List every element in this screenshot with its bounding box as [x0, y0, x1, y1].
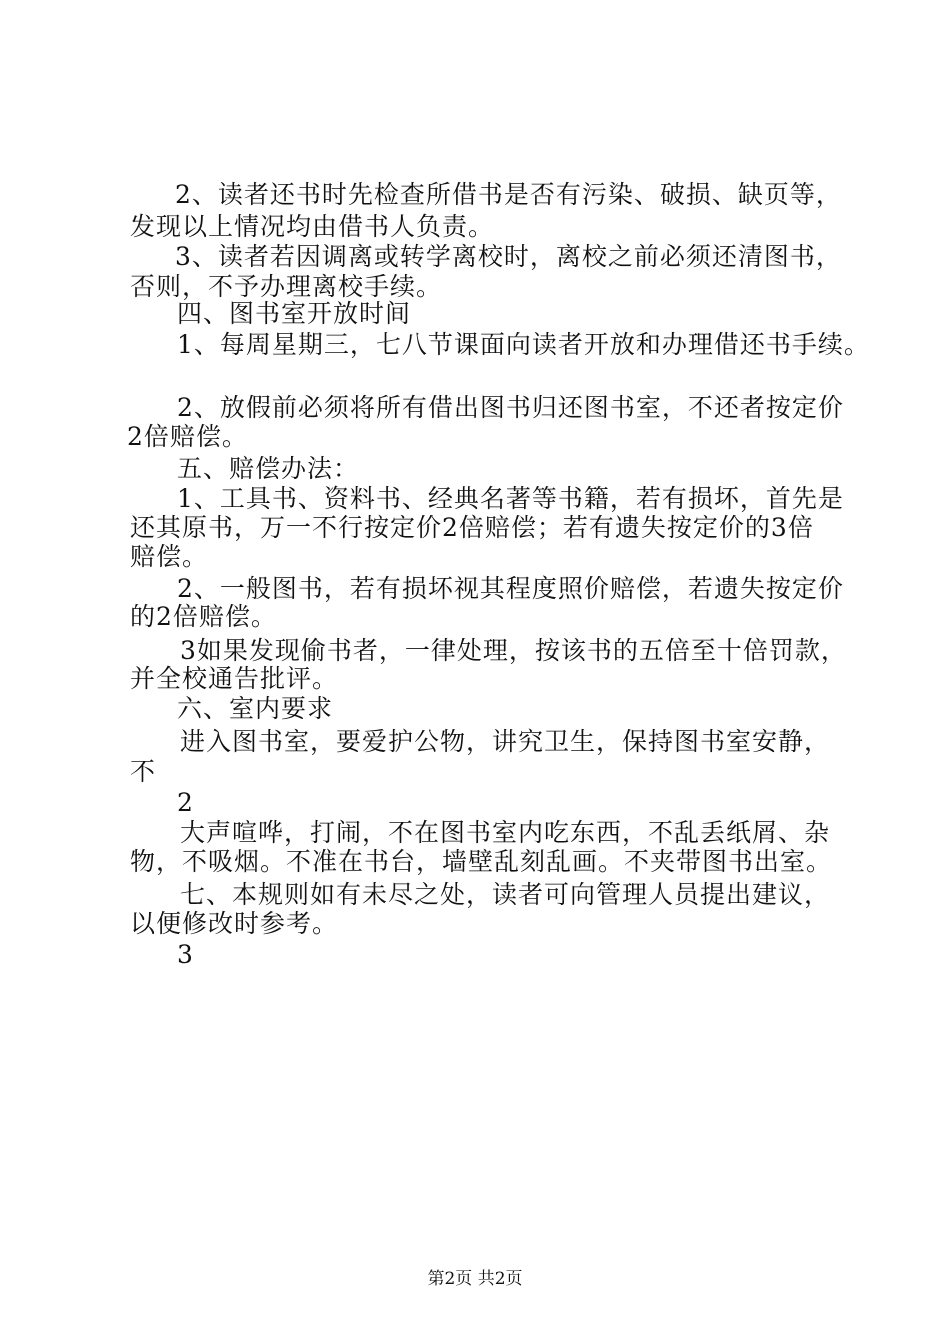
- text-line: 还其原书，万一不行按定价2倍赔偿；若有遗失按定价的3倍: [130, 513, 814, 542]
- page-marker: 3: [177, 940, 194, 969]
- text-line: 赔偿。: [130, 542, 209, 571]
- text-line: 不: [130, 757, 157, 786]
- section-heading: 六、室内要求: [177, 694, 334, 723]
- text-line: 3、读者若因调离或转学离校时，离校之前必须还清图书，: [175, 242, 842, 271]
- text-line: 否则，不予办理离校手续。: [130, 272, 443, 301]
- text-line: 发现以上情况均由借书人负责。: [130, 212, 495, 241]
- text-line: 七、本规则如有未尽之处，读者可向管理人员提出建议，: [180, 880, 831, 909]
- text-line: 1、工具书、资料书、经典名著等书籍，若有损坏，首先是: [177, 484, 844, 513]
- text-line: 大声喧哗，打闹，不在图书室内吃东西，不乱丢纸屑、杂: [180, 818, 831, 847]
- text-line: 2、一般图书，若有损坏视其程度照价赔偿，若遗失按定价: [177, 574, 844, 603]
- text-line: 2、读者还书时先检查所借书是否有污染、破损、缺页等，: [175, 180, 842, 209]
- text-line: 进入图书室，要爱护公物，讲究卫生，保持图书室安静，: [180, 727, 831, 756]
- text-line: 物，不吸烟。不准在书台，墙壁乱刻乱画。不夹带图书出室。: [130, 847, 833, 876]
- page-marker: 2: [177, 788, 194, 817]
- section-heading: 五、赔偿办法：: [177, 454, 360, 483]
- text-line: 1、每周星期三，七八节课面向读者开放和办理借还书手续。: [177, 330, 870, 359]
- text-line: 的2倍赔偿。: [130, 602, 277, 631]
- text-line: 并全校通告批评。: [130, 664, 339, 693]
- text-line: 以便修改时参考。: [130, 909, 339, 938]
- page-footer: 第2页 共2页: [427, 1269, 523, 1289]
- text-line: 2、放假前必须将所有借出图书归还图书室，不还者按定价: [177, 393, 844, 422]
- text-line: 2倍赔偿。: [127, 422, 248, 451]
- text-line: 3如果发现偷书者，一律处理，按该书的五倍至十倍罚款，: [180, 636, 847, 665]
- section-heading: 四、图书室开放时间: [177, 299, 412, 328]
